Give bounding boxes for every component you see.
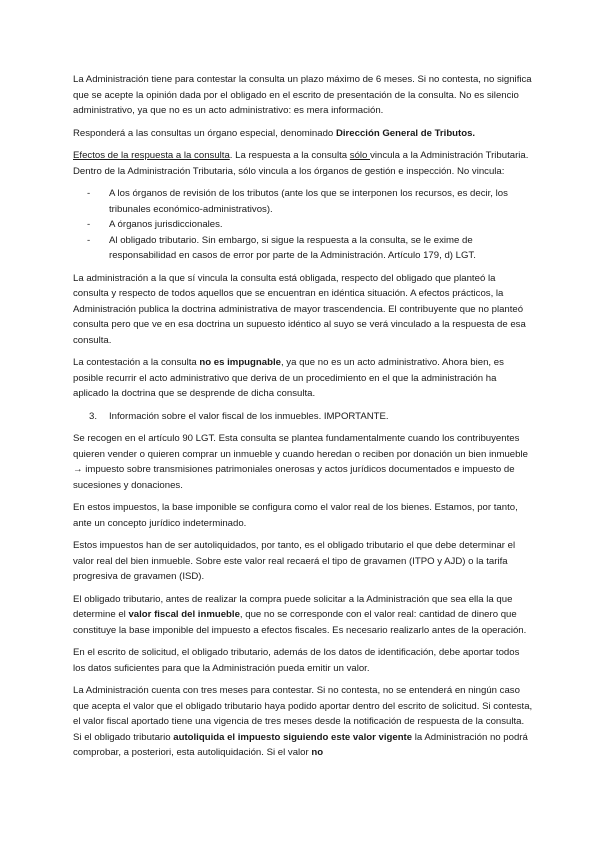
bold-text: no es impugnable [199,357,281,368]
paragraph-text: Responderá a las consultas un órgano especial, denominado [73,127,336,139]
list-item [73,217,533,233]
underlined-heading: Efectos de la respuesta a la consulta [73,150,230,161]
paragraph-vinculacion: La administración a la que sí vincula la consulta está obligada, respecto del obligado que planteó la consulta y respecto de todos aquellos que se encuentran en idéntica situación. A efectos prácticos, la Administración publica la doctrina administrativa de mayor trascendencia. El contribuyente que no planteó consulta pero que ve en esa doctrina un supuesto idéntico al suyo se verá vinculado a la respuesta de esa consulta. [73,272,526,346]
paragraph-efectos-respuesta [73,148,533,179]
paragraph-impugnable [73,355,533,402]
paragraph-text: La contestación a la consulta [73,357,200,368]
list-item-text: Al obligado tributario. Sin embargo, si sigue la respuesta a la consulta, se le exime de responsabilidad en casos de error por parte de la Administración. Artículo 179, d) LGT. [109,234,476,261]
dash-bullet: - [87,219,91,230]
list-item-text: A órganos jurisdiccionales. [109,219,223,230]
document-page [73,72,533,768]
list-item-text: A los órganos de revisión de los tributos (ante los que se interponen los recursos, es decir, los tribunales económico-administrativos). [109,188,508,215]
paragraph-plazo-tres-meses [73,683,533,761]
paragraph-text: , que no se corresponde con el valor real: cantidad de dinero que constituye la base imponible del impuesto a efectos fiscales. Es necesario realizarlo antes de la operación. [73,609,527,636]
paragraph-text: la Administración no podrá comprobar, a posteriori, esta autoliquidación. Si el valor [73,731,528,758]
dash-bullet: - [87,234,91,246]
bold-text: autoliquida el impuesto siguiendo este valor vigente [173,731,413,743]
section-title: Información sobre el valor fiscal de los inmuebles. IMPORTANTE. [109,410,389,422]
paragraph-escrito-solicitud: En el escrito de solicitud, el obligado tributario, además de los datos de identificación, debe aportar todos los datos suficientes para que la Administración pueda emitir un valor. [73,647,520,674]
paragraph-autoliquidados: Estos impuestos han de ser autoliquidados, por tanto, es el obligado tributario el que debe determinar el valor real del bien inmueble. Sobre este valor real recaerá el tipo de gravamen (ITPO y AJD) o la tarifa progresiva de gravamen (ISD). [73,540,516,582]
paragraph-text: El obligado tributario, antes de realizar la compra puede solicitar a la Administración que sea ella la que determine el [73,593,513,620]
section-number: 3. [89,410,98,422]
bold-text: Dirección General de Tributos. [335,127,476,139]
paragraph-consulta-plazo: La Administración tiene para contestar la consulta un plazo máximo de 6 meses. Si no contesta, no significa que se acepte la opinión dada por el obligado en el escrito de presentación de la consulta. No es silencio administrativo, ya que no es un acto administrativo: es mera información. [73,74,532,116]
paragraph-valor-fiscal [73,592,533,639]
paragraph-text: vincula a la Administración Tributaria. Dentro de la Administración Tributaria, sólo vincula a los órganos de gestión e inspección. No vincula: [73,150,529,177]
paragraph-text: La Administración cuenta con tres meses para contestar. Si no contesta, no se entenderá en ningún caso que acepta el valor que el obligado tributario haya podido aportar dentro del escrito de solicitud. Si contesta, el valor fiscal aportado tiene una vigencia de tres meses desde la notificación de respuesta de la consulta. Si el obligado tributario [73,685,533,743]
paragraph-base-imponible: En estos impuestos, la base imponible se configura como el valor real de los bienes. Estamos, por tanto, ante un concepto jurídico indeterminado. [73,502,518,529]
list-item [73,186,533,217]
paragraph-articulo-90: Se recogen en el artículo 90 LGT. Esta consulta se plantea fundamentalmente cuando los contribuyentes quieren vender o quieren comprar un inmueble y cuando heredan o reciben por donación un bien inmueble → impuesto sobre transmisiones patrimoniales onerosas y actos jurídicos documentados e impuesto de sucesiones y donaciones. [73,433,528,491]
paragraph-text: . La respuesta a la consulta [229,150,350,161]
bold-text: no [311,747,324,758]
paragraph-organo-especial [73,126,533,142]
paragraph-text: , ya que no es un acto administrativo. Ahora bien, es posible recurrir el acto administrativo que deriva de un procedimiento en el que la administración ha aplicado la doctrina que se desprende de dicha consulta. [73,357,504,399]
underlined-text: sólo [349,150,371,161]
bold-text: valor fiscal del inmueble [128,609,240,620]
list-item [73,233,533,264]
section-heading-3 [73,409,533,425]
dash-bullet: - [87,188,91,199]
no-vincula-list [73,186,533,264]
